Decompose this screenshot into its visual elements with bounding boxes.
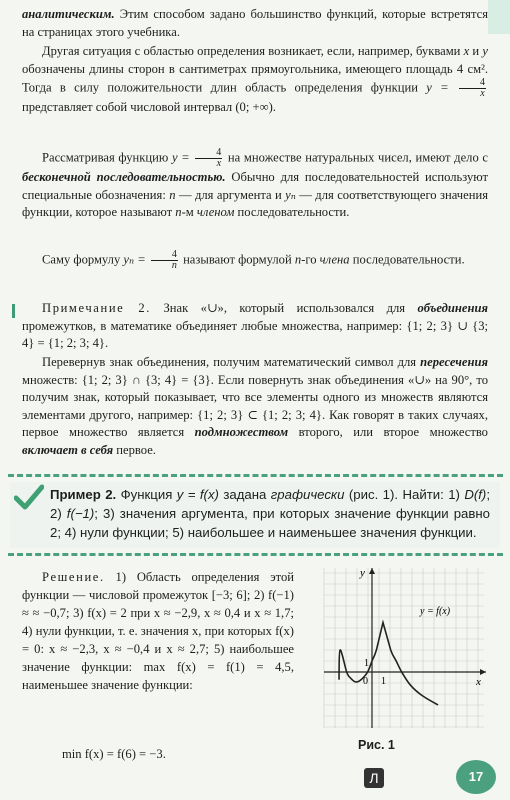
fraction-4-over-x: $\frac{4}{x}$ [459, 78, 486, 99]
term-includes: включает в себя [22, 442, 114, 457]
note-label: Примечание 2. [42, 301, 152, 315]
term-union: объединения [417, 301, 488, 315]
divider-top [8, 474, 503, 477]
paragraph-formula: Саму формулу yₙ = $\frac{4}{n}$ называют формулой n-го члена последовательности. [42, 249, 465, 271]
tick-x-label: 1 [381, 676, 386, 687]
term-infinite-sequence: бесконечной последовательностью. [22, 170, 226, 184]
paragraph-sequence: Рассматривая функцию y = $\frac{4}{x}$ на множестве натуральных чисел, имеют дело с бесконечной последовательностью. Обычно для последовательностей используют специальные обозначения: n — для аргумента и yₙ — для соответствующего значения функции, которое называют n-м членом последовательности. [22, 147, 488, 219]
term-intersection: пересечения [420, 355, 488, 369]
publisher-logo-icon: Л [364, 768, 384, 788]
figure-caption: Рис. 1 [358, 738, 395, 752]
y-axis-label: y [360, 567, 365, 579]
note-marker [12, 304, 15, 318]
corner-tab [488, 0, 510, 34]
term-analytic: аналитическим. [22, 7, 115, 21]
fraction-4-over-n: $\frac{4}{n}$ [151, 250, 178, 271]
fraction-4-over-x: $\frac{4}{x}$ [195, 148, 222, 169]
term-subset: подмножеством [194, 425, 289, 439]
divider-bottom [8, 553, 503, 556]
paragraph-intersection: Перевернув знак объединения, получим математический символ для пересечения множеств: {1; 2; 3} ∩ {3; 4} = {3}. Если повернуть знак объединения «∪» на 90°, то получим знак, который показывает, что все элементы одного из множеств являются элементами другого, например: {1; 2; 3} ⊂ {1; 2; 3; 4}. Как говорят в таких случаях, первое множество является подмножеством второго, или второе множество включает в себя первое. [22, 355, 488, 457]
paragraph-domain: Другая ситуация с областью определения возникает, если, например, буквами x и y обозначены длины сторон в сантиметрах прямоугольника, имеющего площадь 4 см². Тогда в силу положительности длин область определения функции y = $\frac{4}{x}$ представляет собой числовой интервал (0; +∞). [22, 44, 488, 114]
solution-text: Решение. 1) Область определения этой функции — числовой промежуток [−3; 6]; 2) f(−1) ≈ ≈ −0,7; 3) f(x) = 2 при x ≈ −2,9, x ≈ 0,4 и x ≈ 1,7; 4) нули функции, т. е. значения x, при которых f(x) = 0: x ≈ −2,3, x ≈ −0,4 и x ≈ 2,7; 5) наибольшее значение функции: max f(x) = f(1) = 4,5, наименьшее значение функции: [22, 570, 294, 692]
tick-y-label: 1 [364, 658, 369, 669]
note-union: Примечание 2. Знак «∪», который использовался для объединения промежутков, в математике объединяет любые множества, например: {1; 2; 3} ∪ {3; 4} = {1; 2; 3; 4}. [22, 301, 488, 350]
example-text: Пример 2. Функция y = f(x) задана графически (рис. 1). Найти: 1) D(f); 2) f(−1); 3) значения аргумента, при которых значение функции равно 2; 4) нули функции; 5) наибольшее и наименьшее значения функции. [50, 487, 490, 540]
page-number: 17 [456, 760, 496, 794]
graph-grid [324, 568, 484, 728]
checkmark-icon [14, 484, 44, 510]
solution-min: min f(x) = f(6) = −3. [62, 747, 166, 761]
solution-label: Решение. [42, 570, 105, 584]
function-graph [320, 564, 490, 732]
example-label: Пример 2. [50, 487, 117, 502]
curve-label: y = f(x) [420, 606, 451, 617]
origin-label: 0 [363, 676, 368, 687]
y-axis-arrow [369, 568, 375, 574]
paragraph-analytic: аналитическим. Этим способом задано большинство функций, которые встретятся на страницах этого учебника. [22, 7, 488, 39]
x-axis-arrow [480, 669, 486, 675]
x-axis-label: x [476, 676, 481, 688]
